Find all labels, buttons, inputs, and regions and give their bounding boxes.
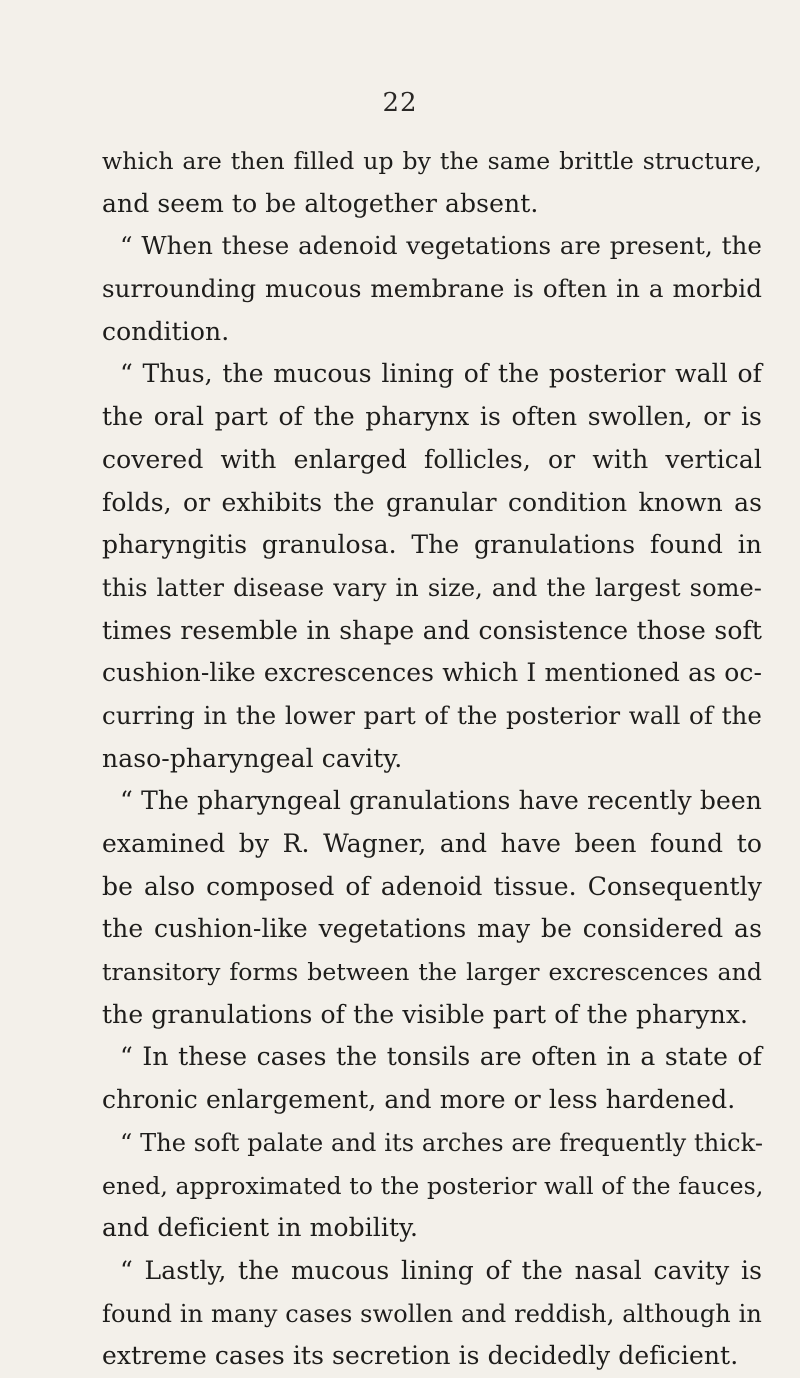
text-line: examined by R. Wagner, and have been found to bbox=[102, 829, 762, 858]
text-line: this latter disease vary in size, and the largest some- bbox=[102, 573, 762, 602]
text-line: “ When these adenoid vegetations are present, the bbox=[120, 231, 762, 261]
text-line: “ Thus, the mucous lining of the posterior wall of bbox=[120, 359, 762, 389]
text-line: “ The pharyngeal granulations have recently been bbox=[120, 786, 762, 816]
text-line: surrounding mucous membrane is often in a morbid bbox=[102, 274, 762, 304]
text-line: “ The soft palate and its arches are frequently thick- bbox=[120, 1128, 764, 1157]
text-line: extreme cases its secretion is decidedly deficient. bbox=[102, 1341, 739, 1371]
text-line: which are then filled up by the same brittle structure, bbox=[102, 147, 762, 175]
text-line: transitory forms between the larger excrescences and bbox=[102, 958, 762, 987]
text-line: “ In these cases the tonsils are often in a state of bbox=[120, 1042, 762, 1072]
page-number: 22 bbox=[382, 88, 418, 118]
text-line: the granulations of the visible part of the pharynx. bbox=[102, 999, 749, 1029]
text-line: condition. bbox=[102, 316, 230, 346]
text-line: the oral part of the pharynx is often swollen, or is bbox=[102, 402, 762, 432]
body-text bbox=[102, 140, 762, 1378]
text-line: covered with enlarged follicles, or with vertical bbox=[102, 444, 762, 474]
text-line: found in many cases swollen and reddish, although in bbox=[102, 1299, 762, 1328]
text-line: curring in the lower part of the posterior wall of the bbox=[102, 700, 762, 730]
text-line: and seem to be altogether absent. bbox=[102, 188, 539, 218]
text-line: and deficient in mobility. bbox=[102, 1213, 419, 1243]
text-line: times resemble in shape and consistence those soft bbox=[102, 615, 762, 645]
text-line: ened, approximated to the posterior wall of the fauces, bbox=[102, 1171, 764, 1200]
text-line: “ Lastly, the mucous lining of the nasal cavity is bbox=[120, 1255, 762, 1285]
text-line: chronic enlargement, and more or less hardened. bbox=[102, 1085, 736, 1115]
text-line: naso-pharyngeal cavity. bbox=[102, 743, 403, 773]
text-line: the cushion-like vegetations may be considered as bbox=[102, 914, 762, 944]
text-line: pharyngitis granulosa. The granulations found in bbox=[102, 530, 762, 560]
text-line: folds, or exhibits the granular condition known as bbox=[102, 487, 762, 517]
text-line: be also composed of adenoid tissue. Consequently bbox=[102, 871, 762, 901]
text-line: cushion-like excrescences which I mentioned as oc- bbox=[102, 658, 762, 688]
